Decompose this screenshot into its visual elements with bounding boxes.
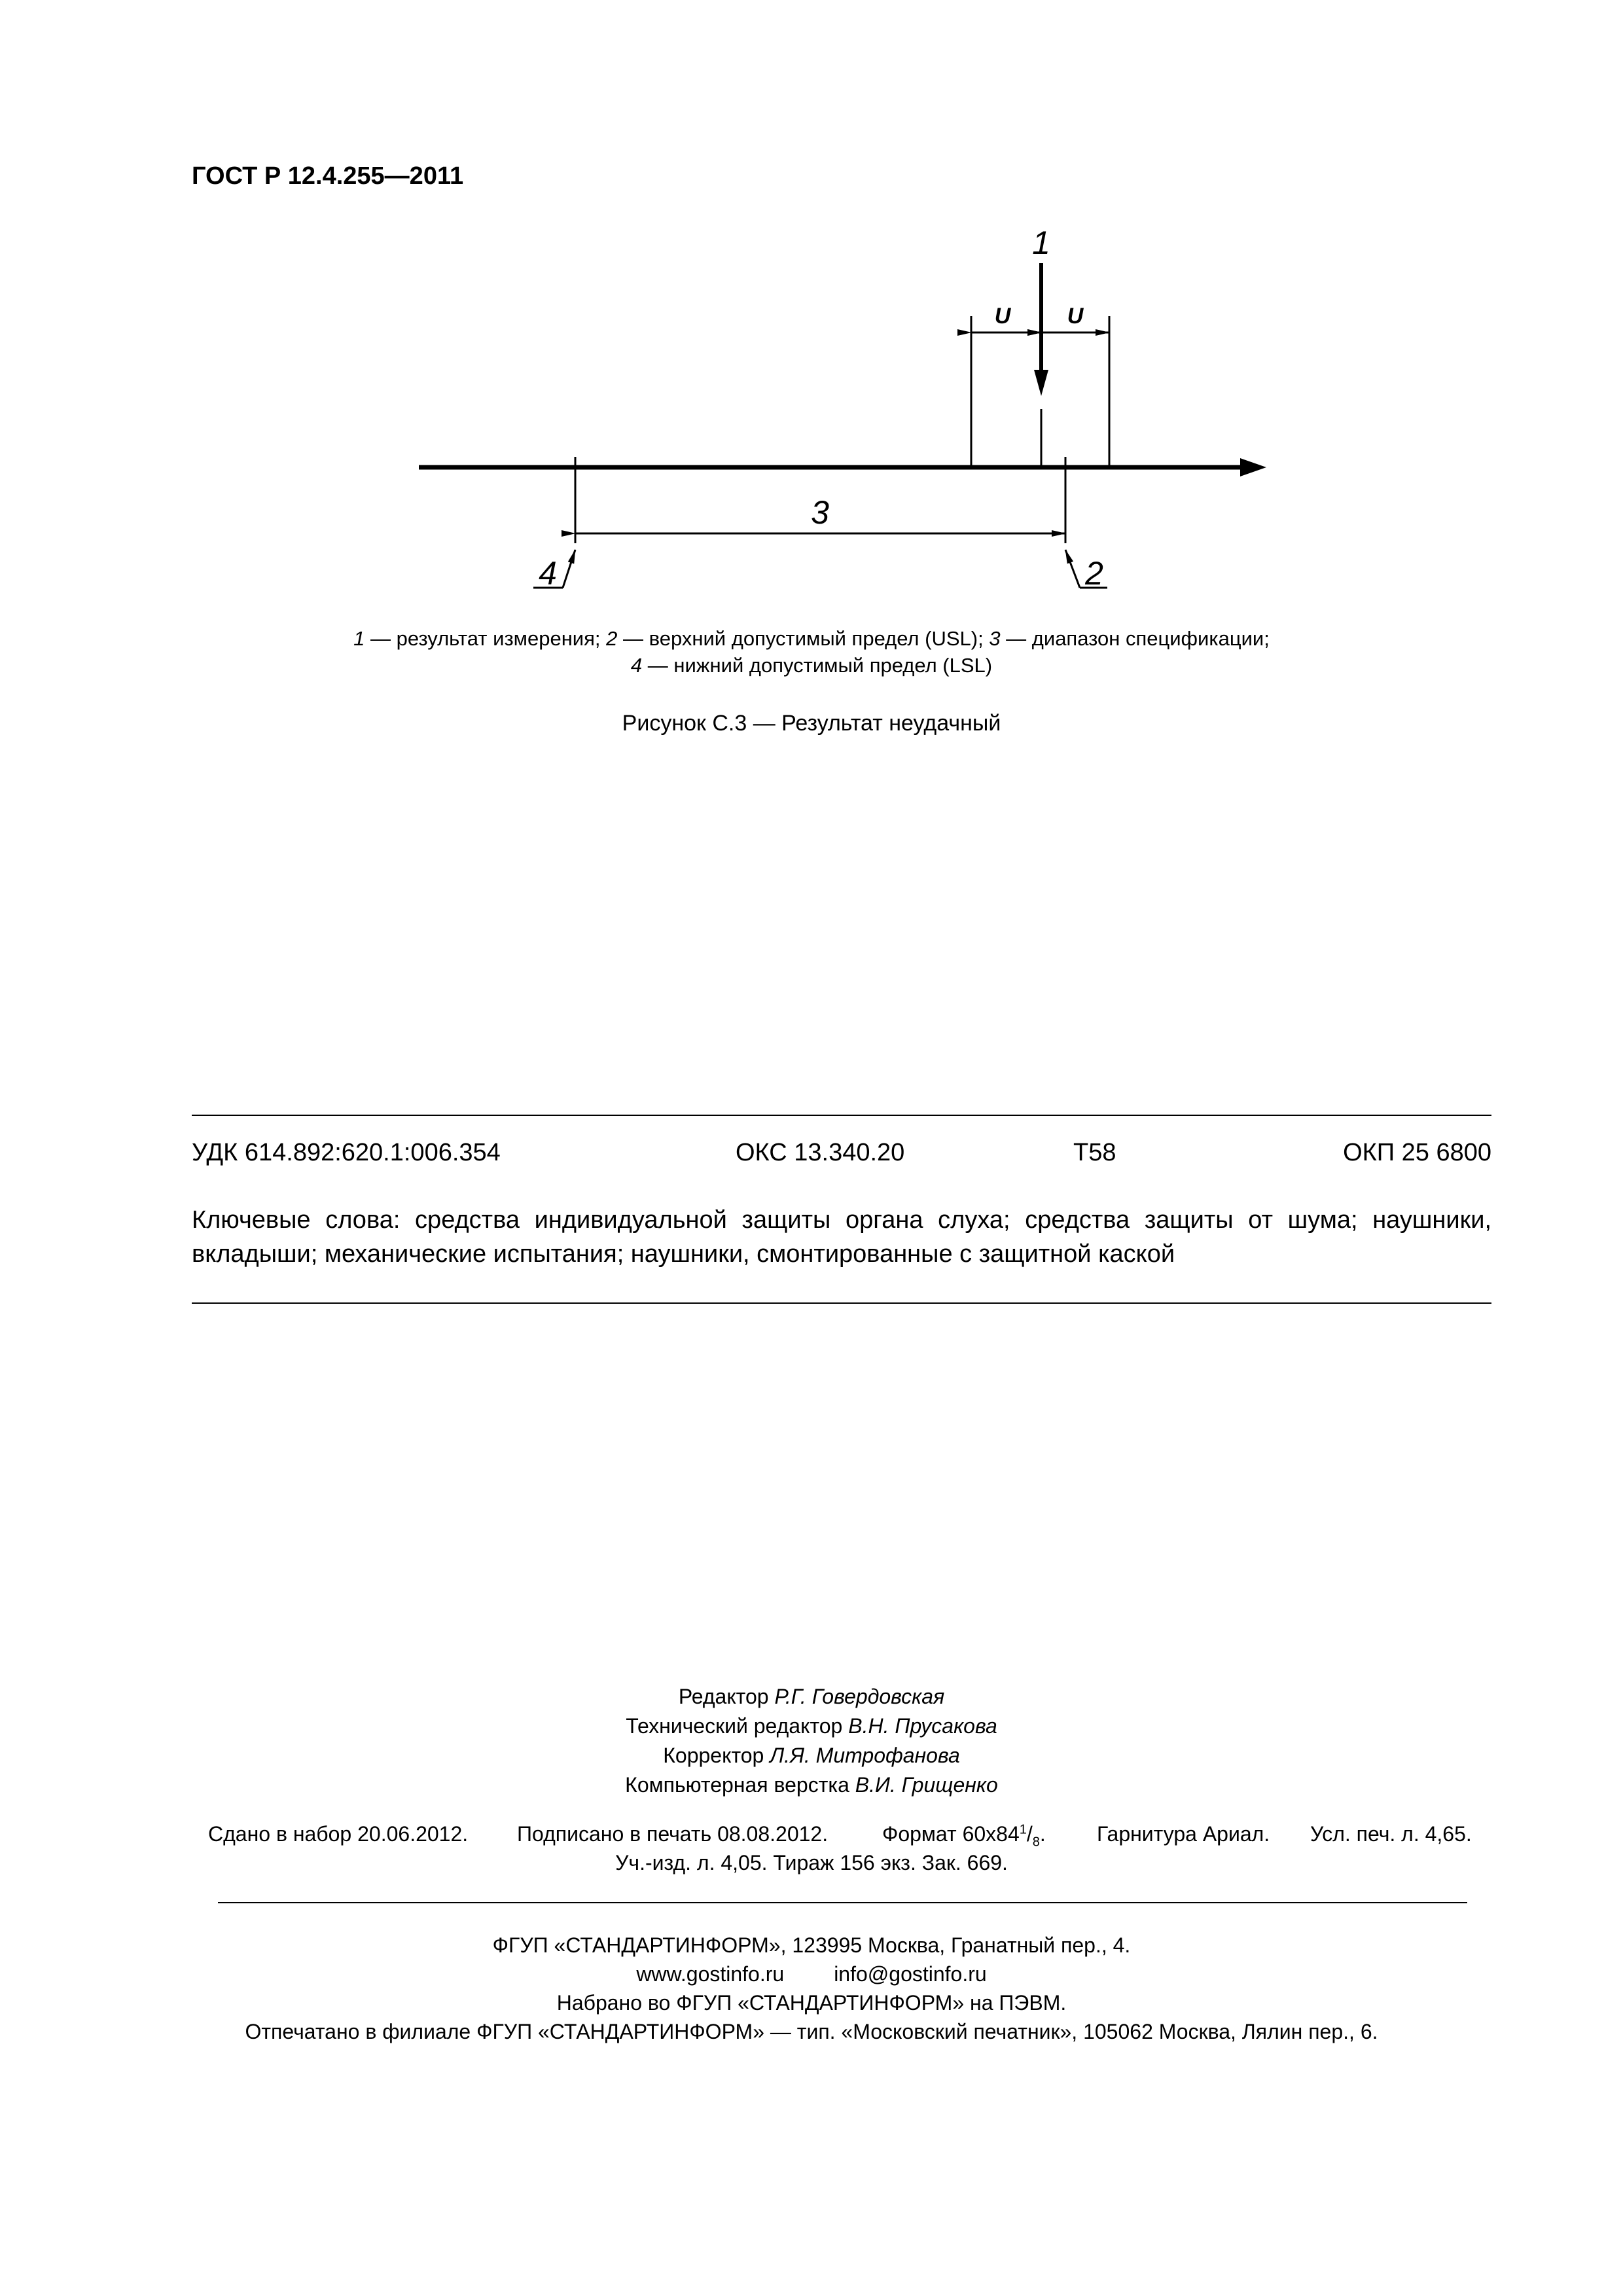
legend-num-4: 4: [630, 654, 643, 677]
top-rule: [192, 1115, 1491, 1116]
legend-num-3: 3: [989, 627, 1001, 650]
oks-code: ОКС 13.340.20: [736, 1139, 905, 1166]
publisher-website[interactable]: www.gostinfo.ru: [636, 1962, 785, 1986]
typeface: Гарнитура Ариал.: [1097, 1822, 1270, 1846]
credit-corrector-name: Л.Я. Митрофанова: [770, 1744, 960, 1767]
credit-corrector-role: Корректор: [663, 1744, 770, 1767]
label-measurement: 1: [1032, 224, 1050, 261]
usl-leader: [1065, 550, 1080, 588]
legend-num-1: 1: [353, 627, 365, 650]
publisher-email[interactable]: info@gostinfo.ru: [834, 1962, 987, 1986]
credit-editor-name: Р.Г. Говердовская: [774, 1685, 945, 1708]
credits-block: [0, 1682, 1623, 1800]
credit-editor: [0, 1682, 1623, 1712]
lsl-leader: [563, 550, 575, 588]
label-spec-range: 3: [811, 494, 829, 531]
paper-format-suffix: .: [1039, 1822, 1046, 1846]
credit-layout-name: В.И. Грищенко: [855, 1773, 998, 1797]
credit-tech-editor: [0, 1712, 1623, 1741]
credit-editor-role: Редактор: [678, 1685, 775, 1708]
publisher-printed: Отпечатано в филиале ФГУП «СТАНДАРТИНФОРМ» — тип. «Московский печатник», 105062 Москва, Лялин пер., 6.: [245, 2020, 1378, 2043]
legend-num-2: 2: [606, 627, 618, 650]
measurement-arrowhead: [1034, 370, 1048, 396]
label-usl: 2: [1085, 555, 1103, 592]
legend-text-3: — диапазон спецификации;: [1000, 627, 1270, 650]
publisher-typeset: Набрано во ФГУП «СТАНДАРТИНФОРМ» на ПЭВМ.: [556, 1991, 1067, 2015]
signed-date: Подписано в печать 08.08.2012.: [517, 1822, 829, 1846]
specification-diagram: [0, 0, 1623, 655]
axis-arrowhead: [1240, 458, 1266, 476]
legend-text-1: — результат измерения;: [365, 627, 607, 650]
printed-sheets: Усл. печ. л. 4,65.: [1310, 1822, 1472, 1846]
label-lsl: 4: [539, 555, 557, 592]
credit-layout-role: Компьютерная верстка: [625, 1773, 855, 1797]
publisher-address: ФГУП «СТАНДАРТИНФОРМ», 123995 Москва, Гранатный пер., 4.: [492, 1933, 1131, 1957]
credit-tech-name: В.Н. Прусакова: [848, 1714, 997, 1738]
middle-rule: [192, 1302, 1491, 1304]
credit-corrector: [0, 1741, 1623, 1770]
submitted-date: Сдано в набор 20.06.2012.: [208, 1822, 469, 1846]
legend-line-2: [0, 652, 1623, 679]
figure-caption: Рисунок С.3 — Результат неудачный: [622, 711, 1001, 736]
paper-format-prefix: Формат 60х84: [882, 1822, 1020, 1846]
paper-format-denominator: 8: [1032, 1835, 1040, 1850]
credit-tech-role: Технический редактор: [626, 1714, 849, 1738]
label-uncertainty-left: U: [994, 304, 1011, 329]
paper-format: Формат $60х84^1/_8$.: [882, 1822, 1046, 1850]
paper-format-numerator: 1: [1019, 1822, 1027, 1837]
t-code: Т58: [1073, 1139, 1116, 1166]
legend-text-4: — нижний допустимый предел (LSL): [642, 654, 993, 677]
okp-code: ОКП 25 6800: [1343, 1139, 1491, 1166]
legend-text-2: — верхний допустимый предел (USL);: [617, 627, 990, 650]
credit-layout: [0, 1770, 1623, 1800]
label-uncertainty-right: U: [1067, 304, 1084, 329]
publisher-block: [0, 1931, 1623, 2046]
legend-line-1: [0, 625, 1623, 652]
edition-info: Уч.-изд. л. 4,05. Тираж 156 экз. Зак. 669.: [615, 1851, 1008, 1874]
udk-code: УДК 614.892:620.1:006.354: [192, 1139, 501, 1166]
keywords-paragraph: Ключевые слова: средства индивидуальной защиты органа слуха; средства защиты от шума; наушники, вкладыши; механические испытания; наушники, смонтированные с защитной каской: [192, 1206, 1491, 1268]
figure-legend: [0, 625, 1623, 679]
publisher-contacts: [0, 1960, 1623, 1988]
standard-header: ГОСТ Р 12.4.255—2011: [192, 162, 464, 190]
bottom-rule: [218, 1902, 1467, 1903]
